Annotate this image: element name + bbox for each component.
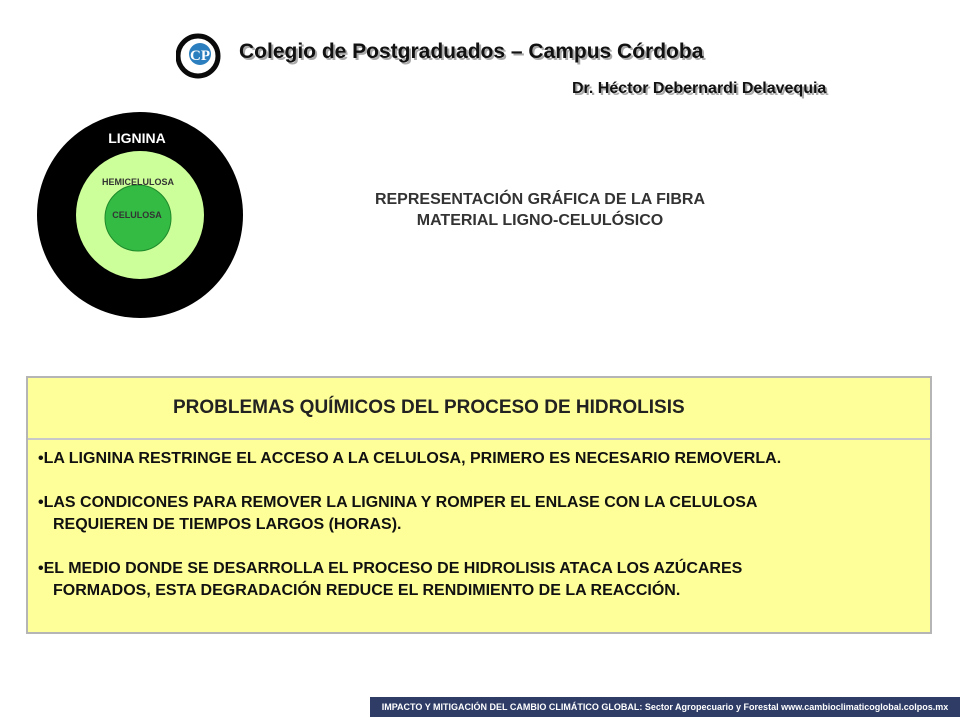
organization-title: Colegio de Postgraduados – Campus Córdoba — [239, 40, 704, 63]
problem-item-line1: •EL MEDIO DONDE SE DESARROLLA EL PROCESO DE HIDROLISIS ATACA LOS AZÚCARES — [38, 560, 743, 577]
fiber-title — [340, 189, 740, 231]
problems-list — [38, 448, 781, 624]
problem-item-line1: •LAS CONDICONES PARA REMOVER LA LIGNINA Y ROMPER EL ENLASE CON LA CELULOSA — [38, 494, 758, 511]
problem-item-line2: FORMADOS, ESTA DEGRADACIÓN REDUCE EL RENDIMIENTO DE LA REACCIÓN. — [53, 582, 681, 599]
problem-item-line2: REQUIEREN DE TIEMPOS LARGOS (HORAS). — [53, 516, 402, 533]
footer-bar: IMPACTO Y MITIGACIÓN DEL CAMBIO CLIMÁTICO GLOBAL: Sector Agropecuario y Forestal www.cambioclimaticoglobal.colpos.mx — [370, 697, 960, 717]
colegio-logo — [176, 30, 226, 80]
problems-box — [26, 376, 932, 634]
celulosa-label: CELULOSA — [112, 210, 162, 220]
hemicelulosa-label: HEMICELULOSA — [102, 177, 174, 187]
lignina-label: LIGNINA — [108, 130, 166, 146]
fiber-title-line1: REPRESENTACIÓN GRÁFICA DE LA FIBRA — [374, 191, 706, 208]
fiber-title-line2: MATERIAL LIGNO-CELULÓSICO — [416, 212, 664, 229]
problem-item — [38, 558, 781, 602]
problem-item-line1: •LA LIGNINA RESTRINGE EL ACCESO A LA CELULOSA, PRIMERO ES NECESARIO REMOVERLA. — [38, 450, 782, 467]
logo-letters: CP — [190, 48, 210, 64]
problem-item — [38, 492, 781, 536]
fiber-diagram — [30, 110, 250, 320]
problem-item — [38, 448, 781, 470]
problems-heading: PROBLEMAS QUÍMICOS DEL PROCESO DE HIDROLISIS — [28, 378, 930, 440]
author-name: Dr. Héctor Debernardi Delavequia — [572, 80, 827, 97]
